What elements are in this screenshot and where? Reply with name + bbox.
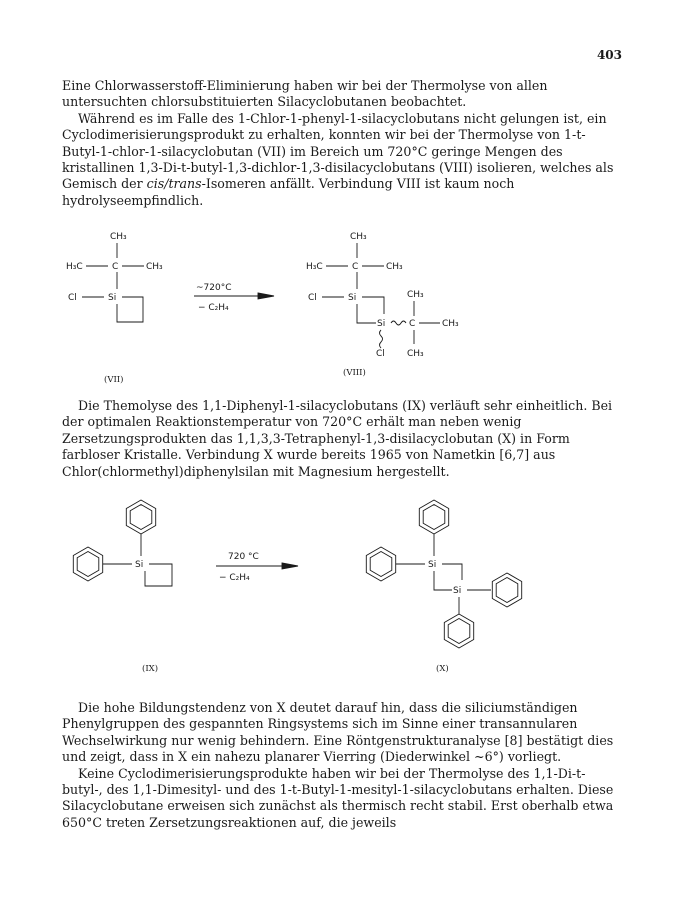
text-run: -Isomeren anfällt. Verbindung VIII ist kaum noch hydrolyseempfindlich. <box>62 176 515 208</box>
reaction-arrow-1 <box>194 283 274 313</box>
structure-VIII <box>306 232 459 378</box>
atom-label: CH₃ <box>407 349 424 359</box>
atom-label: C <box>112 262 119 272</box>
atom-label: Si <box>428 560 437 570</box>
atom-label: CH₃ <box>146 262 163 272</box>
atom-label: CH₃ <box>442 319 459 329</box>
paragraph: Keine Cyclodimerisierungsprodukte haben wir bei der Thermolyse des 1,1-Di-t-butyl-, des 1,1-Dimesityl- und des 1-t-Butyl-1-mesityl-1-silacyclobutans erhalten. Diese Silacyclobutane erweisen sich zunächst als thermisch recht stabil. Erst oberhalb etwa 650°C treten Zersetzungsreaktionen auf, die jeweils <box>62 765 614 830</box>
atom-label: Si <box>108 293 117 303</box>
paragraph-block-2 <box>62 398 620 480</box>
atom-label: Cl <box>68 293 77 303</box>
structure-IX <box>73 500 172 674</box>
paragraph: Die Themolyse des 1,1-Diphenyl-1-silacyclobutans (IX) verläuft sehr einheitlich. Bei der optimalen Reaktionstemperatur von 720°C erhält man neben wenig Zersetzungsprodukten das 1,1,3,3-Tetraphenyl-1,3-disilacyclobutan (X) in Form farbloser Kristalle. Verbindung X wurde bereits 1965 von Nametkin [6,7] aus Chlor(chlormethyl)diphenylsilan mit Magnesium hergestellt. <box>62 398 613 479</box>
atom-label: Si <box>348 293 357 303</box>
phenyl-ring <box>126 500 155 534</box>
phenyl-ring <box>444 614 473 648</box>
reaction-scheme-2 <box>0 480 680 690</box>
atom-label: Si <box>453 586 462 596</box>
phenyl-ring <box>419 500 448 534</box>
arrow-condition-below: − C₂H₄ <box>198 303 229 313</box>
structure-X <box>366 500 521 674</box>
reaction-scheme-1 <box>0 222 680 392</box>
arrow-condition-above: 720 °C <box>228 552 259 562</box>
compound-label-X: (X) <box>436 664 449 674</box>
atom-label: C <box>409 319 416 329</box>
paragraph <box>62 111 620 209</box>
atom-label: Si <box>377 319 386 329</box>
text-run: Während es im Falle des 1-Chlor-1-phenyl-1-silacyclobutans nicht gelungen ist, ein Cyclodimerisierungsprodukt zu erhalten, konnten wir bei der Thermolyse von 1-t-Butyl-1-chlor-1-silacyclobutan (VII) im Bereich um 720°C geringe Mengen des kristallinen 1,3-Di-t-butyl-1,3-dichlor-1,3-disilacyclobutans (VIII) isolieren, welches als Gemisch der <box>62 110 614 192</box>
reaction-arrow-2 <box>216 552 298 583</box>
emphasis-cis-trans: cis/trans <box>146 176 202 192</box>
arrow-condition-above: ~720°C <box>196 283 232 293</box>
arrow-condition-below: − C₂H₄ <box>219 573 250 583</box>
compound-label-IX: (IX) <box>142 664 159 674</box>
phenyl-ring <box>492 573 521 607</box>
atom-label: Cl <box>376 349 385 359</box>
page-number: 403 <box>596 48 622 62</box>
atom-label: CH₃ <box>386 262 403 272</box>
compound-label-VIII: (VIII) <box>343 368 366 378</box>
atom-label: CH₃ <box>407 290 424 300</box>
paragraph: Die hohe Bildungstendenz von X deutet darauf hin, dass die siliciumständigen Phenylgruppen des gespannten Ringsystems sich im Sinne einer transannularen Wechselwirkung nur wenig behindern. Eine Röntgenstrukturanalyse [8] bestätigt dies und zeigt, dass in X ein nahezu planarer Vierring (Diederwinkel ~6°) vorliegt. <box>62 700 614 765</box>
atom-label: CH₃ <box>110 232 127 242</box>
paragraph-block-3 <box>62 700 620 831</box>
atom-label: CH₃ <box>350 232 367 242</box>
phenyl-ring <box>73 547 102 581</box>
atom-label: Cl <box>308 293 317 303</box>
atom-label: Si <box>135 560 144 570</box>
atom-label: H₃C <box>306 262 323 272</box>
phenyl-ring <box>366 547 395 581</box>
atom-label: C <box>352 262 359 272</box>
compound-label-VII: (VII) <box>104 375 124 385</box>
structure-VII <box>66 232 163 385</box>
paragraph: Eine Chlorwasserstoff-Eliminierung haben wir bei der Thermolyse von allen untersuchten chlorsubstituierten Silacyclobutanen beobachtet. <box>62 78 548 110</box>
paragraph-block-1 <box>62 78 620 209</box>
atom-label: H₃C <box>66 262 83 272</box>
